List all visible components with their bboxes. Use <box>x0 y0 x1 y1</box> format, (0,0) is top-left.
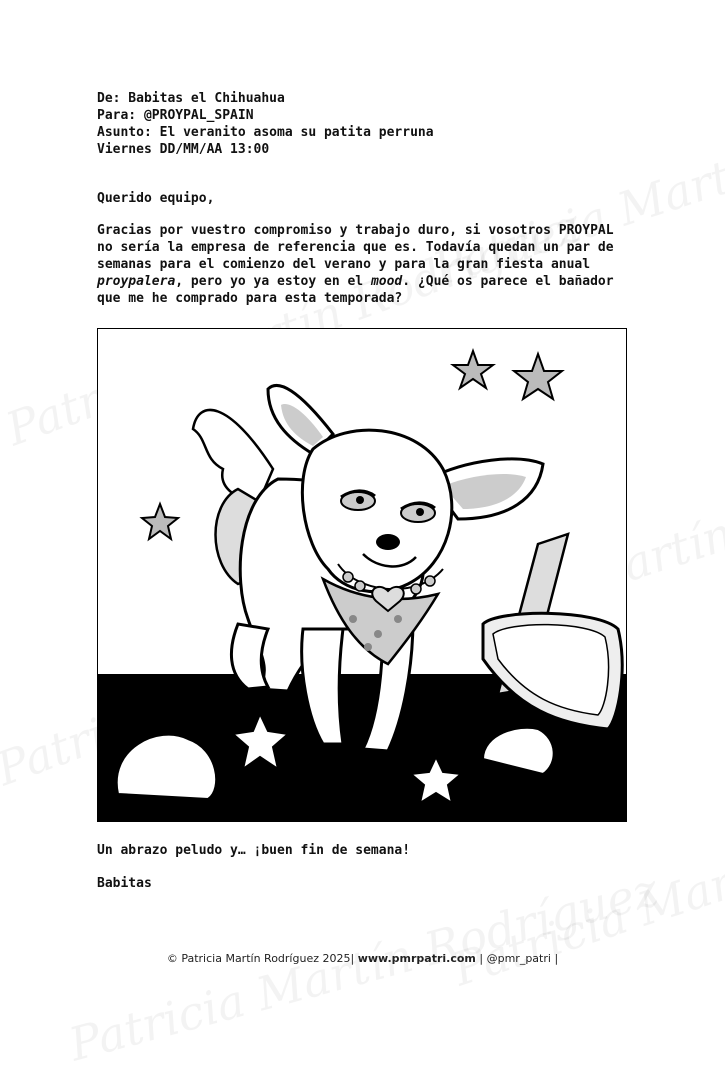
body-emphasis: proypalera <box>97 274 176 289</box>
bandana-dot <box>364 643 372 651</box>
necklace-bead <box>425 576 435 586</box>
illustration-svg <box>98 329 627 822</box>
bandana-dot <box>374 630 382 638</box>
bandana-dot <box>349 615 357 623</box>
body-line: no sería la empresa de referencia que es. Todavía quedan un par de <box>97 240 614 255</box>
necklace-bead <box>355 581 365 591</box>
greeting: Querido equipo, <box>97 191 215 206</box>
email-body <box>97 222 637 307</box>
chihuahua-illustration <box>97 328 627 822</box>
body-text: , pero yo ya estoy en el <box>175 274 371 289</box>
star-icon <box>453 351 493 388</box>
star-icon <box>514 354 562 399</box>
star-icon <box>142 504 178 539</box>
email-header <box>97 90 434 158</box>
footer <box>0 952 725 965</box>
watermark <box>63 862 663 1071</box>
dog-pupil <box>356 496 364 504</box>
body-text: . ¿Qué os parece el bañador <box>402 274 614 289</box>
email-date: Viernes DD/MM/AA 13:00 <box>97 142 270 157</box>
dog-pupil <box>416 508 424 516</box>
email-subject: Asunto: El veranito asoma su patita perruna <box>97 125 434 140</box>
wing <box>193 410 273 504</box>
signature: Babitas <box>97 876 152 891</box>
body-line: que me he comprado para esta temporada? <box>97 291 403 306</box>
body-emphasis: mood <box>370 274 403 289</box>
email-to: Para: @PROYPAL_SPAIN <box>97 108 254 123</box>
body-line <box>97 273 637 290</box>
bandana-dot <box>394 615 402 623</box>
body-line: Gracias por vuestro compromiso y trabajo duro, si vosotros PROYPAL <box>97 223 614 238</box>
dog-leg <box>231 624 268 689</box>
body-line: semanas para el comienzo del verano y para la gran fiesta anual <box>97 257 591 272</box>
website-link[interactable]: www.pmrpatri.com <box>357 952 476 965</box>
email-from: De: Babitas el Chihuahua <box>97 91 285 106</box>
necklace-bead <box>411 584 421 594</box>
social-handle[interactable]: @pmr_patri | <box>486 952 559 965</box>
necklace-bead <box>343 572 353 582</box>
closing-line: Un abrazo peludo y… ¡buen fin de semana! <box>97 843 411 858</box>
footer-separator: | <box>479 952 484 965</box>
dog-nose <box>376 534 400 550</box>
copyright: © Patricia Martín Rodríguez 2025| <box>166 952 355 965</box>
